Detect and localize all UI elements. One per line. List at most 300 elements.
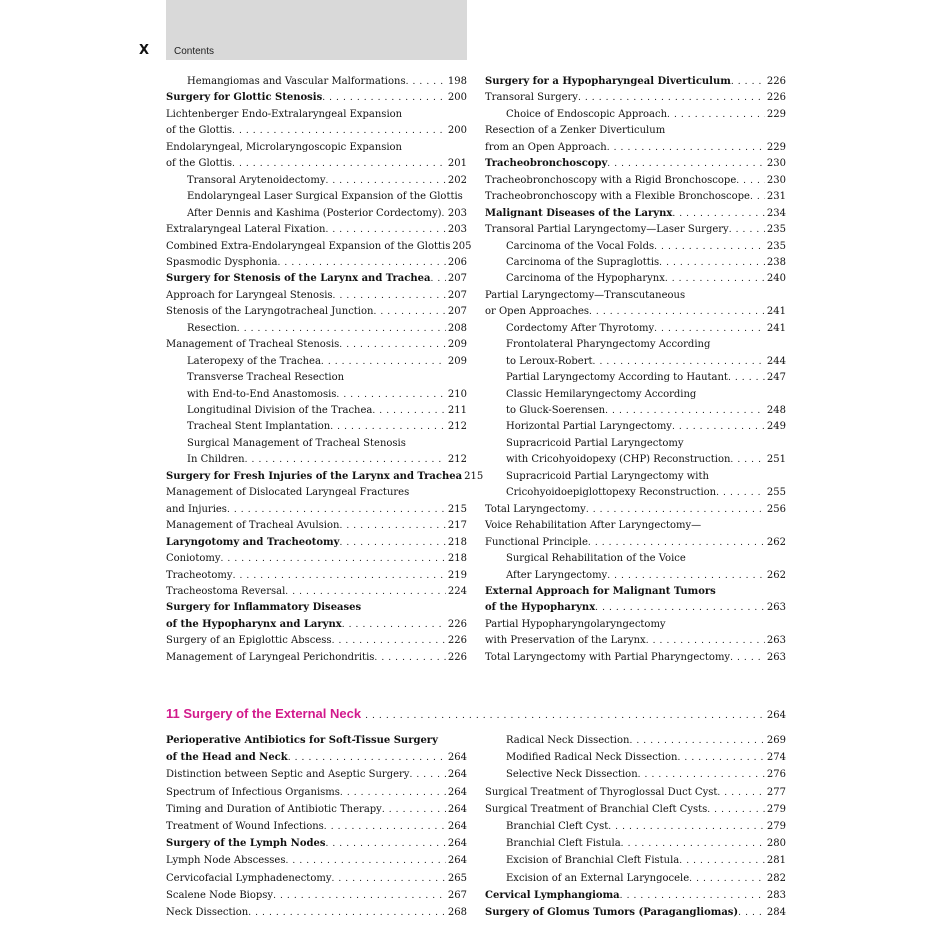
toc-entry-page: 248 xyxy=(766,405,786,416)
leader-dots xyxy=(373,304,445,320)
toc-entry-title: Cervical Lymphangioma xyxy=(485,889,620,901)
toc-entry-title: Endolaryngeal Laser Surgical Expansion of the Glottis xyxy=(187,191,463,203)
toc-entry[interactable] xyxy=(166,802,467,817)
toc-entry-page: 263 xyxy=(766,651,786,663)
toc-entry[interactable] xyxy=(485,304,786,319)
toc-entry[interactable] xyxy=(506,750,786,765)
toc-entry[interactable] xyxy=(485,173,786,188)
toc-entry-page: 241 xyxy=(766,306,786,318)
toc-entry-page: 215 xyxy=(464,470,484,482)
leader-dots xyxy=(339,535,445,551)
toc-entry-title: Resection of a Zenker Diverticulum xyxy=(485,125,666,137)
toc-entry-title: Longitudinal Division of the Trachea xyxy=(187,405,373,416)
toc-entry[interactable] xyxy=(485,802,786,817)
toc-entry xyxy=(506,551,786,566)
toc-entry-title: Lichtenberger Endo-Extralaryngeal Expansion xyxy=(166,108,403,120)
toc-entry-title: Surgery of Glomus Tumors (Paragangliomas) xyxy=(485,907,739,918)
toc-entry[interactable] xyxy=(485,905,786,920)
toc-entry[interactable] xyxy=(506,853,786,868)
leader-dots xyxy=(608,819,765,835)
toc-entry-title: Laryngotomy and Tracheotomy xyxy=(166,536,340,548)
leader-dots xyxy=(605,403,765,419)
leader-dots xyxy=(728,370,765,386)
toc-entry[interactable] xyxy=(485,650,786,665)
toc-entry-page: 264 xyxy=(447,752,467,764)
toc-entry-title: Carcinoma of the Hypopharynx xyxy=(506,273,665,285)
leader-dots xyxy=(245,452,446,468)
toc-entry[interactable] xyxy=(506,733,786,748)
leader-dots xyxy=(324,819,446,835)
toc-entry[interactable] xyxy=(506,452,786,467)
leader-dots xyxy=(339,337,446,353)
toc-entry[interactable] xyxy=(485,74,786,89)
toc-entry-page: 226 xyxy=(447,618,467,630)
toc-entry-page: 274 xyxy=(766,752,786,764)
toc-entry-title: Transoral Arytenoidectomy xyxy=(187,174,326,186)
leader-dots xyxy=(621,836,765,852)
toc-entry-title: Carcinoma of the Vocal Folds xyxy=(506,240,655,252)
toc-entry-title: Lymph Node Abscesses xyxy=(166,855,286,867)
toc-entry-title: Branchial Cleft Cyst xyxy=(506,821,609,832)
toc-entry[interactable] xyxy=(166,750,467,765)
toc-entry[interactable] xyxy=(166,535,467,550)
toc-entry[interactable] xyxy=(187,387,467,402)
leader-dots xyxy=(588,535,765,551)
toc-entry-title: Transoral Partial Laryngectomy—Laser Surgery xyxy=(485,224,729,236)
leader-dots xyxy=(607,568,765,584)
toc-entry-page: 207 xyxy=(447,306,467,318)
toc-entry-title: Spectrum of Infectious Organisms xyxy=(166,786,340,798)
toc-entry[interactable] xyxy=(166,90,467,105)
toc-entry-page: 256 xyxy=(766,503,786,515)
leader-dots xyxy=(372,403,446,419)
toc-entry-title: to Gluck-Soerensen xyxy=(506,405,606,416)
toc-entry-title: Supracricoid Partial Laryngectomy xyxy=(506,437,684,449)
toc-entry-title: Distinction between Septic and Aseptic Surgery xyxy=(166,769,410,781)
toc-entry-title: of the Glottis xyxy=(166,125,233,137)
toc-entry[interactable] xyxy=(506,354,786,369)
toc-entry-page: 249 xyxy=(766,421,786,433)
leader-dots xyxy=(654,239,765,255)
toc-entry-title: Surgery for Glottic Stenosis xyxy=(166,92,323,104)
toc-entry-page: 251 xyxy=(766,454,786,466)
toc-entry-title: Management of Dislocated Laryngeal Fractures xyxy=(166,487,410,499)
toc-entry xyxy=(166,733,467,748)
toc-entry[interactable] xyxy=(485,189,786,204)
chapter-heading[interactable] xyxy=(166,706,786,726)
toc-entry[interactable] xyxy=(187,354,467,369)
leader-dots xyxy=(237,321,446,337)
toc-entry[interactable] xyxy=(166,304,467,319)
toc-entry-page: 262 xyxy=(766,536,786,548)
leader-dots xyxy=(342,617,446,633)
leader-dots xyxy=(273,888,446,904)
toc-entry-page: 284 xyxy=(766,907,786,918)
leader-dots xyxy=(333,288,446,304)
toc-entry-page: 200 xyxy=(447,125,467,137)
toc-entry-title: Tracheobronchoscopy with a Rigid Bronchoscope xyxy=(485,174,737,186)
toc-entry[interactable] xyxy=(187,419,467,434)
leader-dots xyxy=(731,74,765,90)
leader-dots xyxy=(285,853,445,869)
leader-dots xyxy=(285,584,446,600)
toc-entry-title: Surgery for Fresh Injuries of the Larynx and Trachea xyxy=(166,470,463,482)
toc-entry[interactable] xyxy=(187,321,467,336)
toc-entry-title: Frontolateral Pharyngectomy According xyxy=(506,339,711,351)
leader-dots xyxy=(330,419,446,435)
toc-entry-title: Management of Tracheal Stenosis xyxy=(166,339,340,351)
leader-dots xyxy=(750,189,765,205)
toc-entry[interactable] xyxy=(166,255,467,270)
toc-entry[interactable] xyxy=(485,535,786,550)
leader-dots xyxy=(382,802,446,818)
toc-entry[interactable] xyxy=(485,156,786,171)
toc-entry-page: 267 xyxy=(447,889,467,901)
toc-entry[interactable] xyxy=(166,271,467,286)
toc-entry[interactable] xyxy=(166,288,467,303)
toc-entry-title: Surgical Rehabilitation of the Voice xyxy=(506,553,686,565)
toc-entry-page: 279 xyxy=(766,821,786,832)
toc-entry-page: 217 xyxy=(447,520,467,532)
toc-entry xyxy=(166,600,467,615)
toc-entry-page: 198 xyxy=(447,76,467,87)
toc-entry[interactable] xyxy=(485,502,786,517)
leader-dots xyxy=(736,173,765,189)
leader-dots xyxy=(672,419,765,435)
toc-entry xyxy=(485,288,786,303)
toc-entry[interactable] xyxy=(506,370,786,385)
leader-dots xyxy=(227,502,446,518)
toc-entry-title: and Injuries xyxy=(166,503,227,515)
toc-entry-page: 241 xyxy=(766,322,786,334)
toc-entry xyxy=(485,123,786,138)
leader-dots xyxy=(336,387,445,403)
toc-entry-title: Surgery of an Epiglottic Abscess xyxy=(166,635,332,647)
toc-entry-page: 208 xyxy=(447,322,467,334)
toc-entry-title: with Cricohyoidopexy (CHP) Reconstruction xyxy=(506,454,731,466)
leader-dots xyxy=(646,633,765,649)
toc-entry-title: Management of Tracheal Avulsion xyxy=(166,520,340,532)
toc-entry xyxy=(506,337,786,352)
leader-dots xyxy=(322,90,446,106)
toc-entry-page: 265 xyxy=(447,872,467,884)
toc-entry[interactable] xyxy=(166,871,467,886)
toc-entry-page: 211 xyxy=(447,405,467,416)
toc-entry-title: Surgery of the Lymph Nodes xyxy=(166,838,326,850)
toc-entry-page: 230 xyxy=(766,158,786,170)
toc-entry-page: 226 xyxy=(447,651,467,663)
toc-entry-title: Total Laryngectomy with Partial Pharyngectomy xyxy=(485,651,731,663)
leader-dots xyxy=(361,710,765,721)
toc-entry-title: Cervicofacial Lymphadenectomy xyxy=(166,872,332,884)
toc-entry[interactable] xyxy=(166,222,467,237)
toc-entry[interactable] xyxy=(485,633,786,648)
toc-entry-title: Coniotomy xyxy=(166,553,221,565)
leader-dots xyxy=(409,767,445,783)
toc-entry[interactable] xyxy=(166,819,467,834)
leader-dots xyxy=(672,206,765,222)
toc-entry-title: Timing and Duration of Antibiotic Therapy xyxy=(166,803,382,815)
toc-entry-page: 230 xyxy=(766,174,786,186)
toc-entry[interactable] xyxy=(166,239,472,254)
toc-entry-title: Combined Extra-Endolaryngeal Expansion of the Glottis xyxy=(166,240,451,252)
leader-dots xyxy=(717,785,765,801)
toc-entry-title: Perioperative Antibiotics for Soft-Tissue Surgery xyxy=(166,735,438,746)
toc-entry-page: 203 xyxy=(447,224,467,236)
toc-entry-title: Cordectomy After Thyrotomy xyxy=(506,322,655,334)
toc-entry-page: 263 xyxy=(766,635,786,647)
leader-dots xyxy=(340,785,446,801)
toc-entry-title: Tracheotomy xyxy=(166,569,233,581)
toc-entry[interactable] xyxy=(485,206,786,221)
toc-entry[interactable] xyxy=(506,403,786,418)
leader-dots xyxy=(729,222,765,238)
toc-entry-title: Modified Radical Neck Dissection xyxy=(506,752,678,764)
toc-entry[interactable] xyxy=(506,255,786,270)
toc-entry[interactable] xyxy=(166,584,467,599)
leader-dots xyxy=(321,354,446,370)
toc-entry[interactable] xyxy=(187,452,467,467)
toc-entry[interactable] xyxy=(166,156,467,171)
chapter-page: 264 xyxy=(766,710,786,721)
toc-entry-page: 264 xyxy=(447,786,467,798)
toc-entry[interactable] xyxy=(166,767,467,782)
toc-entry[interactable] xyxy=(506,767,786,782)
toc-entry-title: Partial Laryngectomy—Transcutaneous xyxy=(485,289,686,301)
leader-dots xyxy=(332,633,446,649)
toc-entry-page: 247 xyxy=(766,372,786,384)
toc-entry[interactable] xyxy=(485,140,786,155)
toc-entry-title: Spasmodic Dysphonia xyxy=(166,256,278,268)
leader-dots xyxy=(232,123,446,139)
toc-entry[interactable] xyxy=(485,90,786,105)
toc-entry[interactable] xyxy=(506,819,786,834)
toc-entry-title: Management of Laryngeal Perichondritis xyxy=(166,651,375,663)
leader-dots xyxy=(665,271,765,287)
toc-entry[interactable] xyxy=(166,337,467,352)
toc-entry xyxy=(485,518,786,533)
toc-entry-title: Tracheostoma Reversal xyxy=(166,585,286,597)
toc-entry[interactable] xyxy=(187,403,467,418)
toc-entry-title: Extralaryngeal Lateral Fixation xyxy=(166,224,326,236)
leader-dots xyxy=(278,255,446,271)
toc-entry-title: Carcinoma of the Supraglottis xyxy=(506,256,660,268)
leader-dots xyxy=(331,871,445,887)
toc-entry-page: 279 xyxy=(766,803,786,815)
toc-entry-title: External Approach for Malignant Tumors xyxy=(485,585,716,597)
leader-dots xyxy=(374,650,446,666)
toc-entry[interactable] xyxy=(187,173,467,188)
toc-entry[interactable] xyxy=(485,600,786,615)
toc-entry xyxy=(187,436,467,451)
toc-entry[interactable] xyxy=(166,568,467,583)
toc-entry-title: Neck Dissection xyxy=(166,907,249,918)
leader-dots xyxy=(620,888,765,904)
toc-entry-page: 207 xyxy=(447,273,467,285)
toc-entry xyxy=(506,436,786,451)
toc-entry-title: Surgery for a Hypopharyngeal Diverticulum xyxy=(485,76,731,87)
toc-entry-title: Scalene Node Biopsy xyxy=(166,889,274,901)
toc-entry[interactable] xyxy=(166,518,467,533)
toc-entry[interactable] xyxy=(485,785,786,800)
toc-entry[interactable] xyxy=(166,785,467,800)
toc-entry[interactable] xyxy=(506,568,786,583)
toc-entry xyxy=(506,387,786,402)
toc-entry[interactable] xyxy=(485,888,786,903)
toc-entry[interactable] xyxy=(166,617,467,632)
leader-dots xyxy=(221,551,446,567)
leader-dots xyxy=(677,750,764,766)
toc-entry-page: 238 xyxy=(766,256,786,268)
toc-entry-page: 244 xyxy=(766,355,786,367)
toc-entry-page: 215 xyxy=(447,503,467,515)
toc-entry-page: 226 xyxy=(447,635,467,647)
leader-dots xyxy=(730,650,765,666)
leader-dots xyxy=(595,600,765,616)
toc-entry[interactable] xyxy=(485,222,786,237)
toc-entry-page: 226 xyxy=(766,92,786,104)
toc-entry-title: Stenosis of the Laryngotracheal Junction xyxy=(166,306,374,318)
toc-entry[interactable] xyxy=(166,836,467,851)
toc-entry[interactable] xyxy=(166,551,467,566)
toc-entry-page: 262 xyxy=(766,569,786,581)
toc-entry[interactable] xyxy=(506,239,786,254)
toc-entry-title: Surgical Treatment of Branchial Cleft Cysts xyxy=(485,803,708,815)
toc-entry-title: Partial Laryngectomy According to Hautant xyxy=(506,372,728,384)
toc-entry-title: or Open Approaches xyxy=(485,306,589,318)
leader-dots xyxy=(730,452,765,468)
leader-dots xyxy=(689,871,765,887)
toc-entry-page: 264 xyxy=(447,821,467,832)
toc-entry-title: Transverse Tracheal Resection xyxy=(187,372,345,384)
toc-entry[interactable] xyxy=(187,206,467,221)
toc-entry[interactable] xyxy=(166,650,467,665)
toc-entry-page: 209 xyxy=(447,355,467,367)
toc-entry-title: of the Hypopharynx xyxy=(485,602,596,614)
toc-entry[interactable] xyxy=(166,853,467,868)
toc-entry-title: Endolaryngeal, Microlaryngoscopic Expansion xyxy=(166,141,402,153)
toc-entry-title: Lateropexy of the Trachea xyxy=(187,355,321,367)
toc-entry[interactable] xyxy=(506,321,786,336)
toc-entry-title: Treatment of Wound Infections xyxy=(166,821,324,832)
toc-entry-page: 206 xyxy=(447,256,467,268)
toc-entry[interactable] xyxy=(166,633,467,648)
page-number: X xyxy=(139,43,150,58)
toc-entry-title: of the Hypopharynx and Larynx xyxy=(166,618,342,630)
toc-entry-title: to Leroux-Robert xyxy=(506,355,593,367)
toc-entry-title: After Laryngectomy xyxy=(506,569,608,581)
toc-entry-page: 218 xyxy=(447,553,467,565)
toc-entry[interactable] xyxy=(187,74,467,89)
toc-entry[interactable] xyxy=(506,107,786,122)
toc-entry xyxy=(485,617,786,632)
toc-entry-title: Surgical Treatment of Thyroglossal Duct Cyst xyxy=(485,786,718,798)
toc-entry[interactable] xyxy=(166,905,467,920)
toc-entry-title: with End-to-End Anastomosis xyxy=(187,388,337,400)
toc-entry-title: Surgical Management of Tracheal Stenosis xyxy=(187,437,406,449)
toc-entry[interactable] xyxy=(506,485,786,500)
toc-entry[interactable] xyxy=(166,469,484,484)
toc-entry-title: In Children xyxy=(187,454,245,466)
toc-entry-page: 205 xyxy=(452,240,472,252)
toc-entry[interactable] xyxy=(506,836,786,851)
leader-dots xyxy=(638,767,765,783)
toc-entry-title: Approach for Laryngeal Stenosis xyxy=(166,289,333,301)
toc-entry-page: 269 xyxy=(766,735,786,746)
toc-entry-title: Tracheal Stent Implantation xyxy=(187,421,331,433)
toc-entry-title: Radical Neck Dissection xyxy=(506,735,630,746)
toc-entry-page: 255 xyxy=(766,487,786,499)
leader-dots xyxy=(607,156,765,172)
toc-entry[interactable] xyxy=(166,502,467,517)
toc-entry-title: Excision of Branchial Cleft Fistula xyxy=(506,855,680,867)
leader-dots xyxy=(593,354,765,370)
toc-entry xyxy=(485,584,786,599)
toc-entry-page: 240 xyxy=(766,273,786,285)
toc-entry[interactable] xyxy=(506,419,786,434)
toc-entry[interactable] xyxy=(166,123,467,138)
leader-dots xyxy=(738,905,765,921)
toc-entry-title: Partial Hypopharyngolaryngectomy xyxy=(485,618,666,630)
toc-entry-title: Malignant Diseases of the Larynx xyxy=(485,207,673,219)
toc-entry-title: Surgery for Inflammatory Diseases xyxy=(166,602,362,614)
toc-entry-title: Transoral Surgery xyxy=(485,92,578,104)
toc-entry-page: 219 xyxy=(447,569,467,581)
toc-entry-title: of the Head and Neck xyxy=(166,752,288,764)
toc-entry[interactable] xyxy=(166,888,467,903)
toc-entry[interactable] xyxy=(506,871,786,886)
toc-entry-title: with Preservation of the Larynx xyxy=(485,635,646,647)
leader-dots xyxy=(607,140,765,156)
leader-dots xyxy=(667,107,765,123)
toc-entry-page: 201 xyxy=(447,158,467,170)
leader-dots xyxy=(654,321,765,337)
toc-entry-page: 264 xyxy=(447,803,467,815)
toc-entry-title: Voice Rehabilitation After Laryngectomy— xyxy=(485,520,702,532)
toc-entry-page: 277 xyxy=(766,786,786,798)
toc-entry-page: 231 xyxy=(766,191,786,203)
toc-entry[interactable] xyxy=(506,271,786,286)
leader-dots xyxy=(679,853,765,869)
toc-entry-page: 203 xyxy=(447,207,467,219)
toc-entry-page: 209 xyxy=(447,339,467,351)
toc-entry-title: Functional Principle xyxy=(485,536,588,548)
leader-dots xyxy=(586,502,765,518)
toc-entry-page: 218 xyxy=(447,536,467,548)
toc-entry-page: 226 xyxy=(766,76,786,87)
toc-entry-page: 264 xyxy=(447,855,467,867)
toc-entry xyxy=(187,189,467,204)
toc-entry-title: Surgery for Stenosis of the Larynx and Trachea xyxy=(166,273,431,285)
leader-dots xyxy=(707,802,765,818)
leader-dots xyxy=(716,485,765,501)
leader-dots xyxy=(659,255,765,271)
leader-dots xyxy=(325,836,445,852)
toc-entry-page: 212 xyxy=(447,454,467,466)
toc-entry-title: Hemangiomas and Vascular Malformations xyxy=(187,76,406,87)
toc-entry-title: Cricohyoidoepiglottopexy Reconstruction xyxy=(506,487,717,499)
toc-entry-page: 264 xyxy=(447,838,467,850)
leader-dots xyxy=(248,905,446,921)
toc-entry-page: 281 xyxy=(766,855,786,867)
running-title: Contents xyxy=(174,46,215,57)
toc-entry-title: Tracheobronchoscopy with a Flexible Bronchoscope xyxy=(485,191,750,203)
toc-entry-title: from an Open Approach xyxy=(485,141,607,153)
toc-entry-page: 276 xyxy=(766,769,786,781)
toc-entry-title: Supracricoid Partial Laryngectomy with xyxy=(506,470,709,482)
toc-entry-page: 229 xyxy=(766,141,786,153)
leader-dots xyxy=(406,74,446,90)
